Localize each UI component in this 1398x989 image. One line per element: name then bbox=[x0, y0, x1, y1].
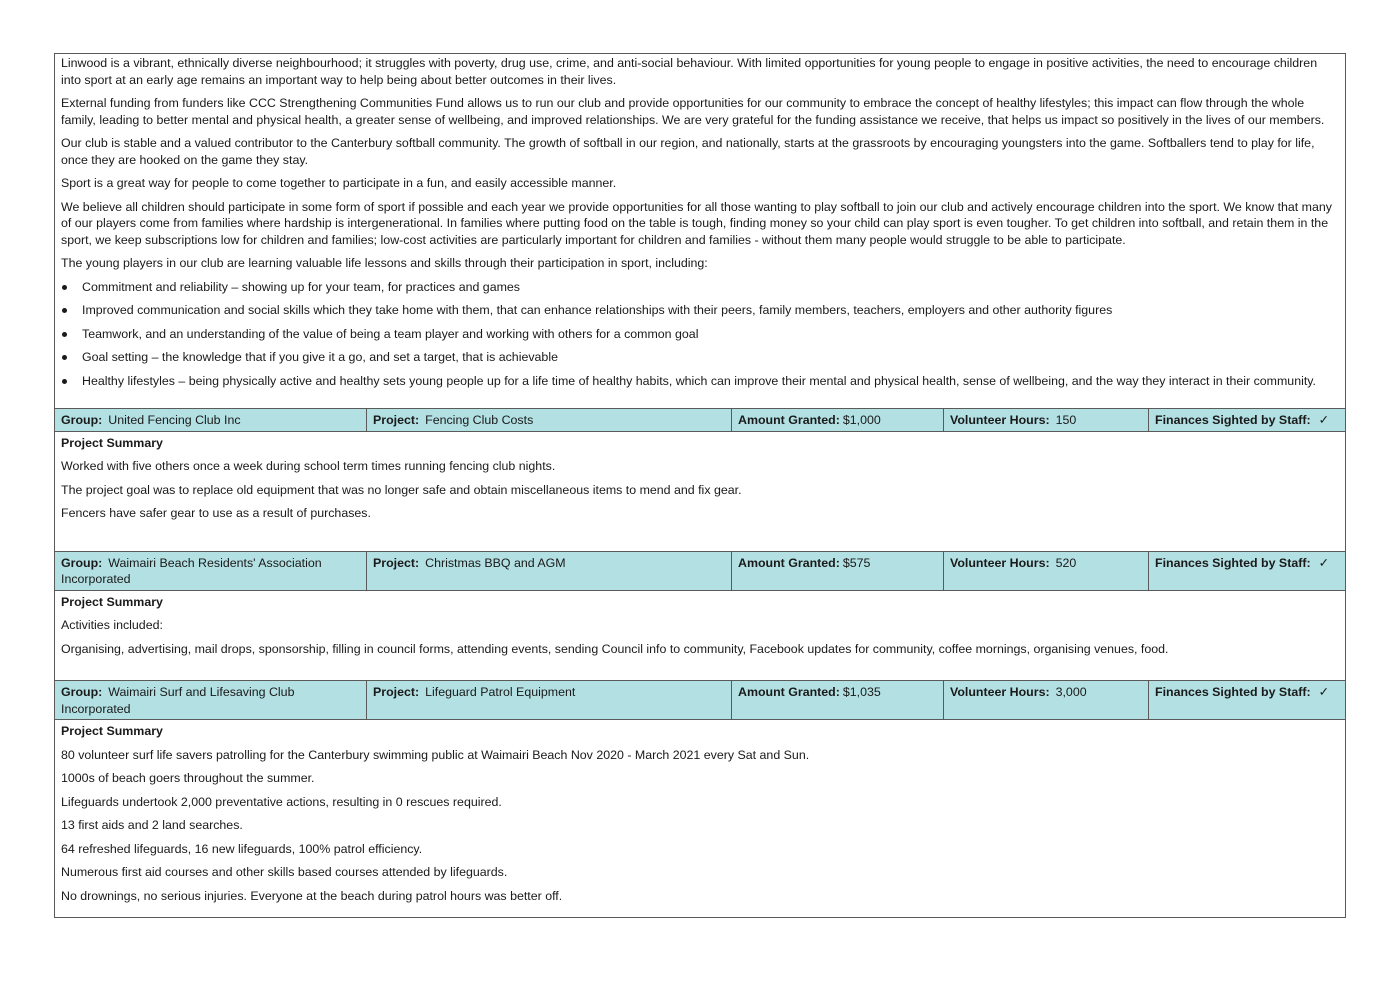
summary-line: Worked with five others once a week during school term times running fencing club nights. bbox=[61, 459, 556, 473]
hours-label: Volunteer Hours: bbox=[950, 685, 1050, 699]
finances-label: Finances Sighted by Staff: bbox=[1155, 413, 1311, 427]
summary-line: Organising, advertising, mail drops, sponsorship, filling in council forms, attending events, sending Council info to community, Facebook updates for community, coffee mornings, organising venues, food. bbox=[61, 641, 1169, 656]
intro-paragraph: Linwood is a vibrant, ethnically diverse neighbourhood; it struggles with poverty, drug use, crime, and anti-social behaviour. With limited opportunities for young people to engage in positive activities, the need to encourage children into sport at an early age remains an important way to help being about better outcomes in their lives. bbox=[61, 56, 1318, 87]
record-header bbox=[55, 551, 1345, 591]
checkmark-icon: ✓ bbox=[1318, 685, 1329, 699]
group-value: Waimairi Beach Residents' Association Incorporated bbox=[61, 555, 322, 586]
hours-cell bbox=[944, 681, 1149, 719]
finances-label: Finances Sighted by Staff: bbox=[1155, 685, 1311, 699]
list-item: Teamwork, and an understanding of the value of being a team player and working with others for a common goal bbox=[61, 326, 1339, 343]
hours-value: 150 bbox=[1055, 413, 1077, 427]
checkmark-icon: ✓ bbox=[1318, 555, 1329, 570]
group-label: Group: bbox=[61, 685, 103, 699]
amount-value: $1,000 bbox=[842, 413, 881, 427]
hours-value: 520 bbox=[1055, 555, 1077, 570]
skills-list bbox=[61, 279, 1339, 390]
hours-cell bbox=[944, 409, 1149, 431]
intro-paragraph: The young players in our club are learning valuable life lessons and skills through their participation in sport, including: bbox=[61, 256, 708, 270]
amount-cell bbox=[732, 681, 944, 719]
finances-label: Finances Sighted by Staff: bbox=[1155, 555, 1311, 570]
list-item: Improved communication and social skills which they take home with them, that can enhance relationships with their peers, family members, teachers, employers and other authority figures bbox=[61, 302, 1339, 319]
group-value: United Fencing Club Inc bbox=[108, 413, 241, 427]
summary-line: No drownings, no serious injuries. Everyone at the beach during patrol hours was better off. bbox=[61, 888, 563, 903]
amount-cell bbox=[732, 409, 944, 431]
project-cell bbox=[367, 552, 732, 590]
project-label: Project: bbox=[373, 555, 420, 570]
finances-cell bbox=[1149, 409, 1345, 431]
summary-line: 1000s of beach goers throughout the summer. bbox=[61, 771, 315, 785]
project-cell bbox=[367, 681, 732, 719]
amount-label: Amount Granted: bbox=[738, 685, 840, 699]
finances-cell bbox=[1149, 552, 1345, 590]
amount-value: $575 bbox=[842, 555, 871, 570]
summary-line: 13 first aids and 2 land searches. bbox=[61, 818, 243, 832]
group-value: Waimairi Surf and Lifesaving Club Incorporated bbox=[61, 685, 295, 716]
summary-line: Lifeguards undertook 2,000 preventative actions, resulting in 0 rescues required. bbox=[61, 794, 502, 809]
project-label: Project: bbox=[373, 413, 420, 427]
hours-label: Volunteer Hours: bbox=[950, 555, 1050, 570]
amount-label: Amount Granted: bbox=[738, 413, 840, 427]
intro-paragraph: External funding from funders like CCC Strengthening Communities Fund allows us to run our club and provide opportunities for our community to embrace the concept of healthy lifestyles; this impact can flow through the whole family, leading to better mental and physical health, a greater sense of wellbeing, and improved relationships. We are very grateful for the funding assistance we receive, that helps us impact so positively in the lives of our members. bbox=[61, 96, 1325, 127]
summary-line: Activities included: bbox=[61, 618, 163, 632]
intro-paragraph: Our club is stable and a valued contributor to the Canterbury softball community. The growth of softball in our region, and nationally, starts at the grassroots by encouraging youngsters into the game. Softballers tend to play for life, once they are hooked on the game they stay. bbox=[61, 136, 1315, 167]
summary-title: Project Summary bbox=[61, 594, 163, 609]
hours-label: Volunteer Hours: bbox=[950, 413, 1050, 427]
summary-line: The project goal was to replace old equipment that was no longer safe and obtain miscellaneous items to mend and fix gear. bbox=[61, 482, 742, 497]
finances-cell bbox=[1149, 681, 1345, 719]
list-item: Commitment and reliability – showing up for your team, for practices and games bbox=[61, 279, 1339, 296]
summary-line: 64 refreshed lifeguards, 16 new lifeguards, 100% patrol efficiency. bbox=[61, 841, 423, 856]
amount-value: $1,035 bbox=[842, 685, 881, 699]
summary-title: Project Summary bbox=[61, 435, 163, 450]
summary-line: Fencers have safer gear to use as a result of purchases. bbox=[61, 506, 371, 520]
project-value: Christmas BBQ and AGM bbox=[425, 555, 566, 570]
project-summary bbox=[55, 720, 1345, 917]
hours-value: 3,000 bbox=[1055, 685, 1087, 699]
group-cell bbox=[55, 409, 367, 431]
intro-paragraph: We believe all children should participate in some form of sport if possible and each year we provide opportunities for all those wanting to play softball to join our club and actively encourage children into the sport. We know that many of our players come from families where hardship is intergenerational. In families where putting food on the table is tough, finding money so your child can play sport is even tougher. To get children into softball, and retain them in the sport, we keep subscriptions low for children and families; low-cost activities are particularly important for children and families - without them many people would struggle to be able to participate. bbox=[61, 199, 1332, 247]
project-summary bbox=[55, 432, 1345, 551]
project-value: Fencing Club Costs bbox=[425, 413, 534, 427]
group-cell bbox=[55, 681, 367, 719]
amount-label: Amount Granted: bbox=[738, 555, 840, 570]
project-cell bbox=[367, 409, 732, 431]
project-summary bbox=[55, 591, 1345, 681]
intro-paragraph: Sport is a great way for people to come together to participate in a fun, and easily accessible manner. bbox=[61, 176, 617, 190]
document-table bbox=[54, 53, 1346, 918]
checkmark-icon: ✓ bbox=[1318, 413, 1329, 427]
record-header bbox=[55, 680, 1345, 720]
intro-section bbox=[55, 54, 1345, 408]
summary-line: 80 volunteer surf life savers patrolling for the Canterbury swimming public at Waimairi Beach Nov 2020 - March 2021 every Sat and Sun. bbox=[61, 747, 810, 762]
summary-line: Numerous first aid courses and other skills based courses attended by lifeguards. bbox=[61, 865, 508, 879]
project-label: Project: bbox=[373, 685, 420, 699]
record-header bbox=[55, 408, 1345, 432]
list-item: Goal setting – the knowledge that if you give it a go, and set a target, that is achievable bbox=[61, 349, 1339, 366]
list-item: Healthy lifestyles – being physically active and healthy sets young people up for a life time of healthy habits, which can improve their mental and physical health, sense of wellbeing, and the way they interact in their community. bbox=[61, 373, 1339, 390]
group-label: Group: bbox=[61, 555, 103, 570]
group-cell bbox=[55, 552, 367, 590]
group-label: Group: bbox=[61, 413, 103, 427]
project-value: Lifeguard Patrol Equipment bbox=[425, 685, 576, 699]
amount-cell bbox=[732, 552, 944, 590]
hours-cell bbox=[944, 552, 1149, 590]
summary-title: Project Summary bbox=[61, 724, 163, 738]
